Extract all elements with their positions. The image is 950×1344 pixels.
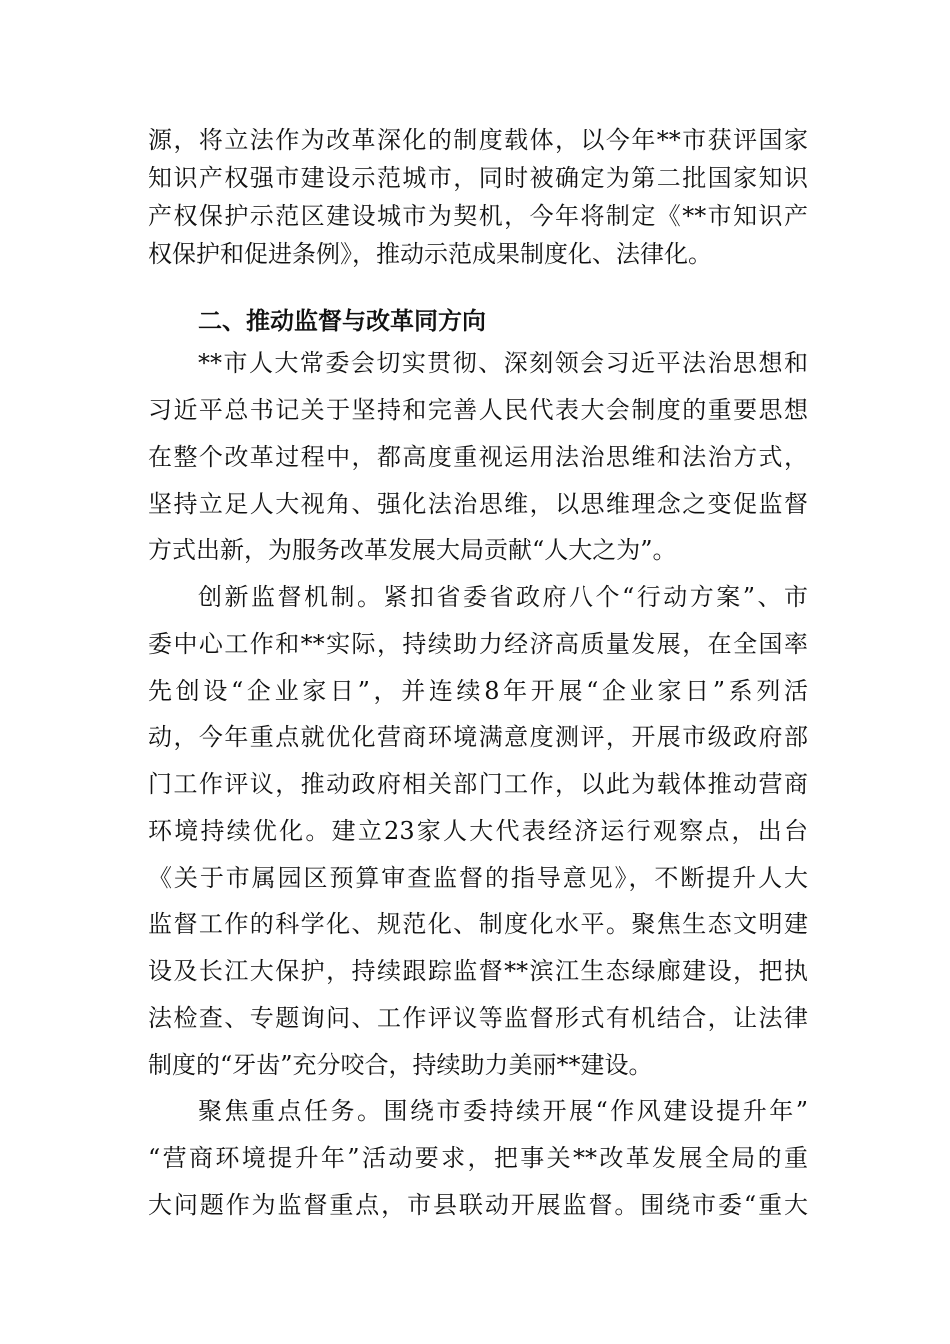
paragraph-3-line-2: 委中心工作和**实际，持续助力经济高质量发展，在全国率 [148, 630, 808, 658]
paragraph-4-line-3: 大问题作为监督重点，市县联动开展监督。围绕市委“重大 [148, 1191, 808, 1219]
paragraph-2-line-2: 习近平总书记关于坚持和完善人民代表大会制度的重要思想 [148, 396, 808, 424]
paragraph-3-line-4: 动，今年重点就优化营商环境满意度测评，开展市级政府部 [148, 723, 808, 751]
paragraph-1-line-4: 权保护和促进条例》，推动示范成果制度化、法律化。 [148, 240, 712, 268]
paragraph-3-line-10: 法检查、专题询问、工作评议等监督形式有机结合，让法律 [148, 1004, 808, 1032]
paragraph-3-line-3: 先创设“企业家日”，并连续8年开展“企业家日”系列活 [148, 677, 808, 705]
paragraph-2-line-1: **市人大常委会切实贯彻、深刻领会习近平法治思想和 [198, 349, 808, 377]
paragraph-3-line-6: 环境持续优化。建立23家人大代表经济运行观察点，出台 [148, 817, 808, 845]
paragraph-4-line-1: 聚焦重点任务。围绕市委持续开展“作风建设提升年” [198, 1097, 808, 1125]
paragraph-4-line-2: “营商环境提升年”活动要求，把事关**改革发展全局的重 [148, 1144, 808, 1172]
paragraph-1-line-1: 源，将立法作为改革深化的制度载体，以今年**市获评国家 [148, 126, 808, 154]
paragraph-1-line-2: 知识产权强市建设示范城市，同时被确定为第二批国家知识 [148, 164, 808, 192]
paragraph-1-line-3: 产权保护示范区建设城市为契机，今年将制定《**市知识产 [148, 202, 808, 230]
paragraph-3-line-1: 创新监督机制。紧扣省委省政府八个“行动方案”、市 [198, 583, 808, 611]
section-heading: 二、推动监督与改革同方向 [198, 307, 486, 335]
paragraph-2-line-4: 坚持立足人大视角、强化法治思维，以思维理念之变促监督 [148, 490, 808, 518]
paragraph-3-line-8: 监督工作的科学化、规范化、制度化水平。聚焦生态文明建 [148, 910, 808, 938]
paragraph-3-line-9: 设及长江大保护，持续跟踪监督**滨江生态绿廊建设，把执 [148, 957, 808, 985]
paragraph-2-line-5: 方式出新，为服务改革发展大局贡献“人大之为”。 [148, 536, 677, 564]
paragraph-3-line-5: 门工作评议，推动政府相关部门工作，以此为载体推动营商 [148, 770, 808, 798]
paragraph-3-line-7: 《关于市属园区预算审查监督的指导意见》，不断提升人大 [148, 864, 808, 892]
paragraph-3-line-11: 制度的“牙齿”充分咬合，持续助力美丽**建设。 [148, 1051, 653, 1079]
paragraph-2-line-3: 在整个改革过程中，都高度重视运用法治思维和法治方式， [148, 443, 808, 471]
